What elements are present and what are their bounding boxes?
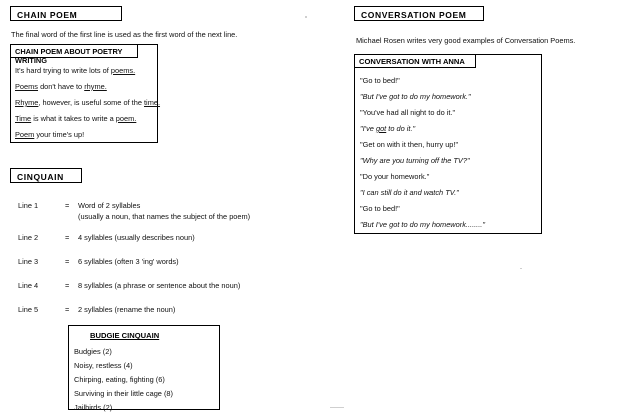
conversation-line: "Do your homework." <box>360 172 430 181</box>
chain-link-word: time. <box>144 98 161 107</box>
conversation-poem-heading: CONVERSATION POEM <box>354 6 484 21</box>
cinquain-row-label: Line 1 <box>18 201 39 210</box>
chain-link-word: Poem <box>15 130 35 139</box>
chain-poem-line: Poems don't have to rhyme. <box>15 82 107 91</box>
conversation-line: "I can still do it and watch TV." <box>360 188 459 197</box>
chain-link-word: Poems <box>15 82 39 91</box>
cinquain-row-label: Line 4 <box>18 281 39 290</box>
budgie-cinquain-line: Surviving in their little cage (8) <box>74 389 173 398</box>
conversation-line: "You've had all night to do it." <box>360 108 456 117</box>
conversation-line: "I've got to do it." <box>360 124 416 133</box>
budgie-cinquain-title: BUDGIE CINQUAIN <box>90 331 160 340</box>
cinquain-row-label: Line 3 <box>18 257 39 266</box>
cinquain-row-equals: = <box>65 257 70 266</box>
chain-poem-title: CHAIN POEM ABOUT POETRY WRITING <box>10 44 138 58</box>
cinquain-row-equals: = <box>65 305 70 314</box>
chain-link-word: poem. <box>115 114 137 123</box>
cinquain-row-value-detail: (usually a noun, that names the subject of the poem) <box>78 212 251 221</box>
budgie-cinquain-line: Chirping, eating, fighting (6) <box>74 375 165 384</box>
cinquain-row-equals: = <box>65 201 70 210</box>
cinquain-row-value: 6 syllables (often 3 'ing' words) <box>78 257 179 266</box>
chain-poem-line: Time is what it takes to write a poem. <box>15 114 137 123</box>
cinquain-heading: CINQUAIN <box>10 168 82 183</box>
chain-poem-line: It's hard trying to write lots of poems. <box>15 66 136 75</box>
budgie-cinquain-line: Noisy, restless (4) <box>74 361 133 370</box>
conversation-poem-title: CONVERSATION WITH ANNA <box>354 54 476 68</box>
scan-speck <box>330 407 344 408</box>
cinquain-row-value: 4 syllables (usually describes noun) <box>78 233 195 242</box>
budgie-cinquain-line: Budgies (2) <box>74 347 112 356</box>
conversation-poem-subtitle: Michael Rosen writes very good examples of Conversation Poems. <box>356 36 576 45</box>
chain-link-word: rhyme. <box>84 82 107 91</box>
emphasis-word: got <box>375 124 387 133</box>
budgie-cinquain-line: Jailbirds (2) <box>74 403 113 412</box>
chain-link-word: poems. <box>110 66 136 75</box>
chain-link-word: Rhyme <box>15 98 39 107</box>
scan-speck <box>520 268 522 269</box>
cinquain-row-label: Line 5 <box>18 305 39 314</box>
conversation-line: "Why are you turning off the TV?" <box>360 156 470 165</box>
chain-poem-subtitle: The final word of the first line is used as the first word of the next line. <box>11 30 238 39</box>
conversation-line: "But I've got to do my homework........" <box>360 220 485 229</box>
chain-poem-line: Rhyme, however, is useful some of the time. <box>15 98 161 107</box>
cinquain-row-equals: = <box>65 233 70 242</box>
cinquain-row-value: Word of 2 syllables <box>78 201 141 210</box>
cinquain-row-label: Line 2 <box>18 233 39 242</box>
chain-poem-heading: CHAIN POEM <box>10 6 122 21</box>
cinquain-row-value: 8 syllables (a phrase or sentence about the noun) <box>78 281 241 290</box>
cinquain-row-equals: = <box>65 281 70 290</box>
conversation-line: "Get on with it then, hurry up!" <box>360 140 459 149</box>
conversation-line: "Go to bed!" <box>360 76 400 85</box>
chain-poem-line: Poem your time's up! <box>15 130 85 139</box>
scan-speck <box>305 16 307 18</box>
cinquain-row-value: 2 syllables (rename the noun) <box>78 305 176 314</box>
conversation-line: "But I've got to do my homework." <box>360 92 471 101</box>
conversation-line: "Go to bed!" <box>360 204 400 213</box>
chain-link-word: Time <box>15 114 32 123</box>
